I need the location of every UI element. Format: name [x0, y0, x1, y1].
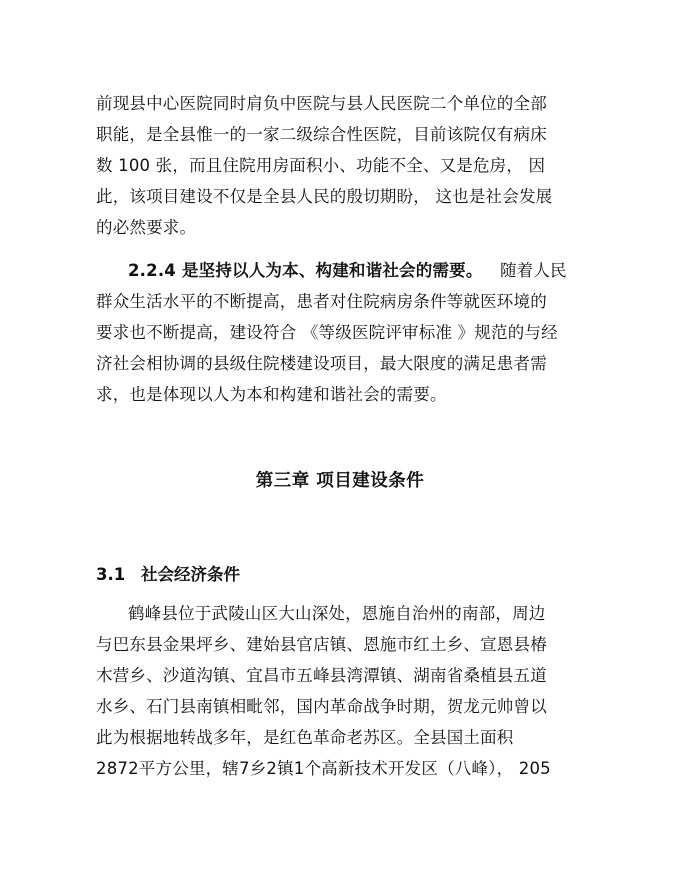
- paragraph-3-line-5: 此为根据地转战多年，是红色革命老苏区。全县国土面积: [96, 728, 514, 747]
- paragraph-3-line-2: 与巴东县金果坪乡、建始县官店镇、恩施市红土乡、宣恩县椿: [96, 635, 547, 654]
- paragraph-1-line-3: 数 100 张，而且住院用房面积小、功能不全、又是危房， 因: [96, 156, 546, 175]
- paragraph-2-line-4: 济社会相协调的县级住院楼建设项目，最大限度的满足患者需: [96, 354, 547, 373]
- paragraph-1-line-1: 前现县中心医院同时肩负中医院与县人民医院二个单位的全部: [96, 94, 547, 113]
- paragraph-2-line-1-rest: 随着人民: [499, 261, 567, 280]
- paragraph-1-line-2: 职能，是全县惟一的一家二级综合性医院，目前该院仅有病床: [96, 125, 547, 144]
- paragraph-1-line-5: 的必然要求。: [96, 218, 197, 237]
- section-title: 社会经济条件: [140, 565, 240, 584]
- paragraph-3-line-6: 2872平方公里，辖7乡2镇1个高新技术开发区（八峰）， 205: [96, 759, 551, 778]
- paragraph-3-line-1: 鹤峰县位于武陵山区大山深处，恩施自治州的南部，周边: [128, 604, 546, 623]
- paragraph-3-line-4: 水乡、石门县南镇相毗邻，国内革命战争时期，贺龙元帅曾以: [96, 697, 547, 716]
- paragraph-2-line-5: 求，也是体现以人为本和构建和谐社会的需要。: [96, 385, 447, 404]
- paragraph-2-line-3: 要求也不断提高，建设符合 《等级医院评审标准 》规范的与经: [96, 323, 558, 342]
- paragraph-2-line-2: 群众生活水平的不断提高，患者对住院病房条件等就医环境的: [96, 292, 547, 311]
- paragraph-3-line-3: 木营乡、沙道沟镇、宜昌市五峰县湾潭镇、湖南省桑植县五道: [96, 666, 547, 685]
- subsection-heading-2-2-4: 2.2.4 是坚持以人为本、构建和谐社会的需要。: [128, 261, 483, 280]
- chapter-title: 第三章 项目建设条件: [255, 471, 425, 491]
- paragraph-1-line-4: 此，该项目建设不仅是全县人民的殷切期盼， 这也是社会发展: [96, 187, 553, 206]
- section-heading: [96, 565, 240, 585]
- paragraph-2-line-1: [128, 261, 588, 281]
- section-number: 3.1: [96, 565, 126, 584]
